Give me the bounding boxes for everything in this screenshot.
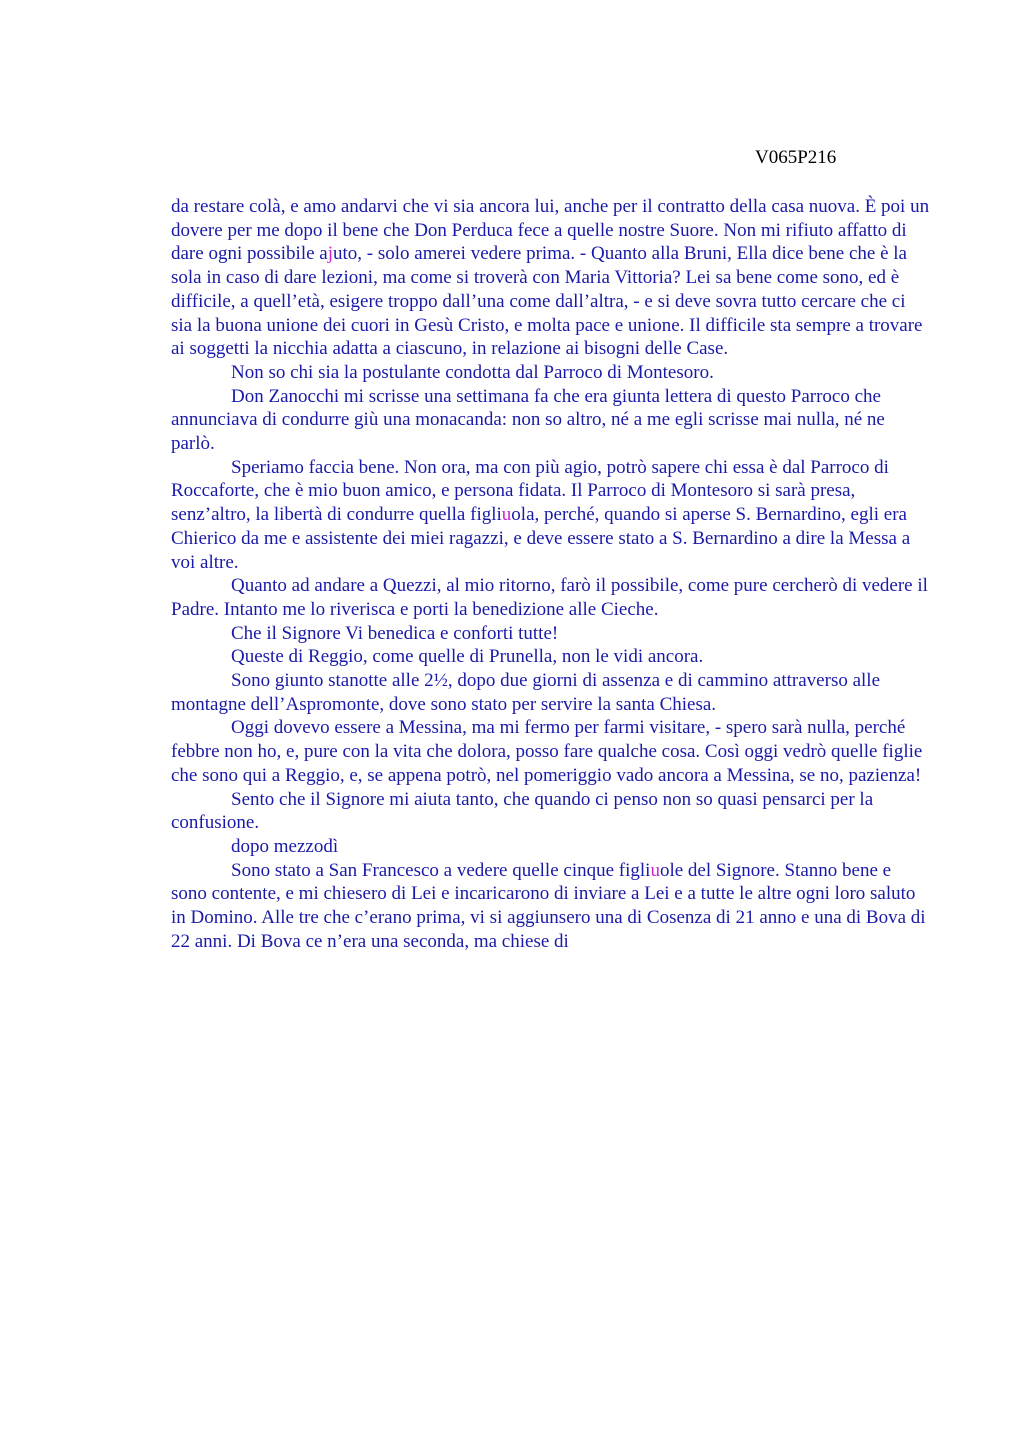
paragraph-p6	[171, 622, 931, 646]
paragraph-p11	[171, 835, 931, 859]
text-segment: Don Zanocchi mi scrisse una settimana fa che era giunta lettera di questo Parroco che annunciava di condurre giù una monacanda: non so altro, né a me egli scrisse mai nulla, né ne parlò.	[171, 385, 885, 455]
paragraph-p2	[171, 361, 931, 385]
text-segment: ole del Signore. Stanno bene e sono contente, e mi chiesero di Lei e incaricarono di inviare a Lei e a tutte le altre ogni loro saluto in Domino. Alle tre che c’erano prima, vi si aggiunsero una di Cosenza di 21 anno e una di Bova di 22 anni. Di Bova ce n’era una seconda, ma chiese di	[171, 859, 926, 952]
text-segment: Queste di Reggio, come quelle di Prunella, non le vidi ancora.	[231, 646, 704, 668]
text-segment: Quanto ad andare a Quezzi, al mio ritorno, farò il possibile, come pure cercherò di vedere il Padre. Intanto me lo riverisca e porti la benedizione alle Cieche.	[171, 575, 928, 620]
page-id: V065P216	[755, 147, 837, 168]
text-segment: Sento che il Signore mi aiuta tanto, che quando ci penso non so quasi pensarci per la confusione.	[171, 788, 874, 834]
highlighted-letter: u	[501, 504, 512, 526]
text-segment: dopo mezzodì	[231, 835, 339, 857]
text-segment: ola, perché, quando si aperse S. Bernardino, egli era Chierico da me e assistente dei miei ragazzi, e deve essere stato a S. Bernardino a dire la Messa a voi altre.	[171, 504, 911, 573]
text-segment: uto, - solo amerei vedere prima. - Quanto alla Bruni, Ella dice bene che è la sola in caso di dare lezioni, ma come si troverà con Maria Vittoria? Lei sa bene come sono, ed è difficile, a quell’età, esigere troppo dall’una come dall’altra, - e si deve sovra tutto cercare che ci sia la buona unione dei cuori in Gesù Cristo, e molta pace e unione. Il difficile sta sempre a trovare ai soggetti la nicchia adatta a ciascuno, in relazione ai bisogni delle Case.	[171, 243, 923, 360]
text-segment: Oggi dovevo essere a Messina, ma mi fermo per farmi visitare, - spero sarà nulla, perché febbre non ho, e, pure con la vita che dolora, posso fare qualche cosa. Così oggi vedrò quelle figlie che sono qui a Reggio, e, se appena potrò, nel pomeriggio vado ancora a Messina, se no, pazienza!	[171, 717, 923, 786]
paragraph-p9	[171, 716, 931, 787]
paragraph-p3	[171, 385, 931, 456]
text-segment: Non so chi sia la postulante condotta dal Parroco di Montesoro.	[231, 361, 714, 383]
paragraph-p12	[171, 859, 931, 954]
text-segment: da restare colà, e amo andarvi che vi sia ancora lui, anche per il contratto della casa nuova. È poi un dovere per me dopo il bene che Don Perduca fece a quelle nostre Suore. Non mi rifiuto affatto di dare ogni possibile a	[171, 196, 930, 265]
letter-body	[171, 195, 931, 954]
text-segment: Che il Signore Vi benedica e conforti tutte!	[231, 622, 559, 644]
highlighted-letter: j	[327, 243, 333, 265]
highlighted-letter: u	[650, 859, 660, 881]
paragraph-p10	[171, 788, 931, 835]
paragraph-p1	[171, 195, 931, 361]
text-segment: Sono giunto stanotte alle 2½, dopo due giorni di assenza e di cammino attraverso alle montagne dell’Aspromonte, dove sono stato per servire la santa Chiesa.	[171, 670, 881, 715]
paragraph-p4	[171, 456, 931, 575]
text-segment: Sono stato a San Francesco a vedere quelle cinque figli	[231, 859, 651, 881]
text-segment: Speriamo faccia bene. Non ora, ma con più agio, potrò sapere chi essa è dal Parroco di Roccaforte, che è mio buon amico, e persona fidata. Il Parroco di Montesoro si sarà presa, senz’altro, la libertà di condurre quella figli	[171, 456, 889, 526]
paragraph-p8	[171, 669, 931, 716]
paragraph-p5	[171, 574, 931, 621]
paragraph-p7	[171, 645, 931, 669]
